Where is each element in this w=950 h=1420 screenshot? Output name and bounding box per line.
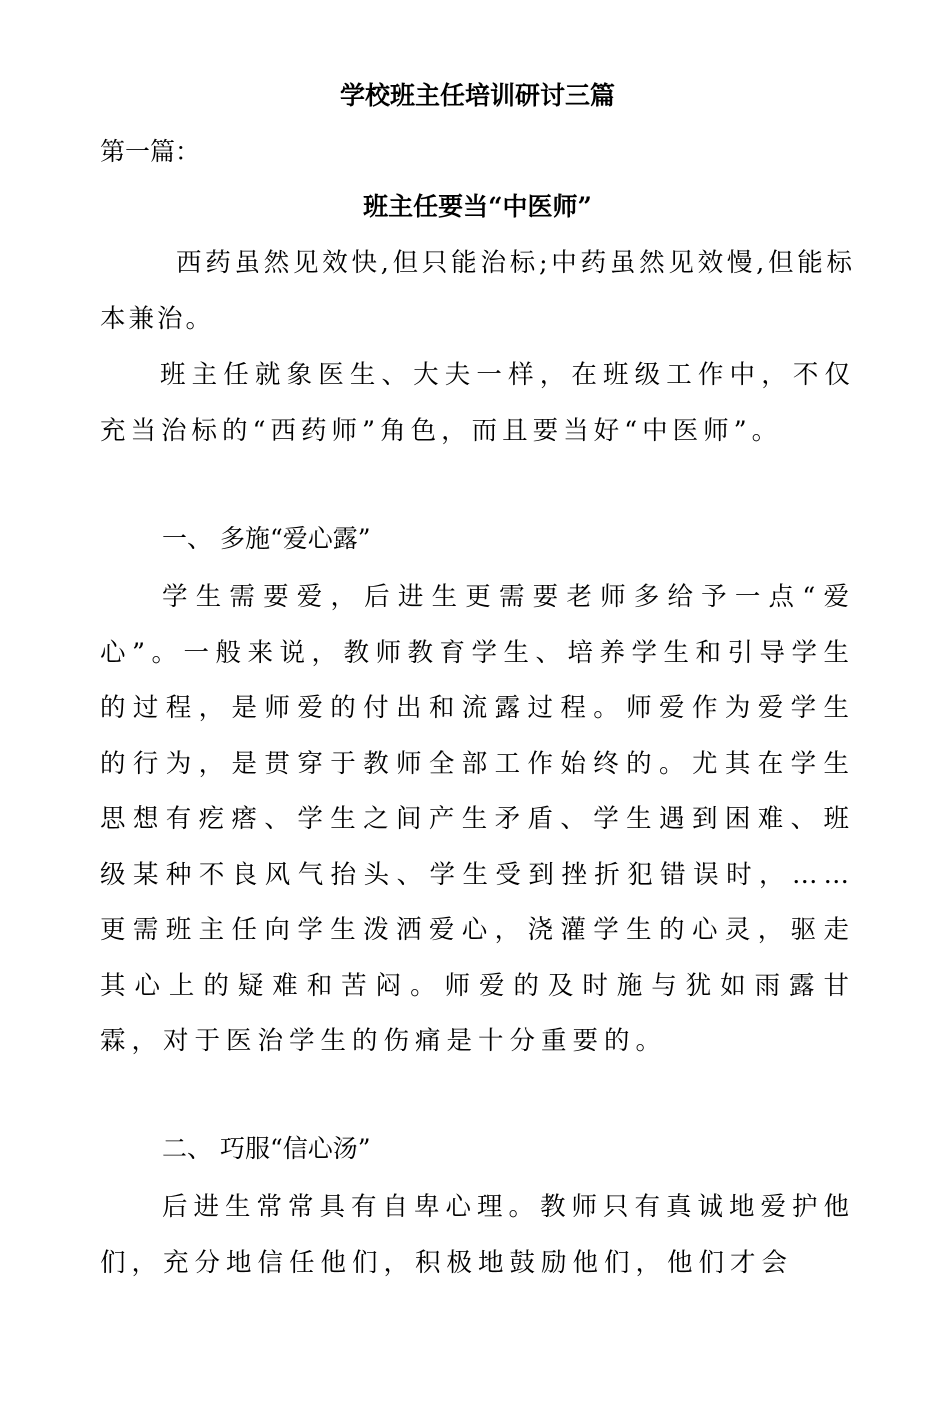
paragraph-intro: 西药虽然见效快,但只能治标;中药虽然见效慢,但能标本兼治。 (100, 248, 855, 334)
paragraph-trust: 后进生常常具有自卑心理。教师只有真诚地爱护他们，充分地信任他们，积极地鼓励他们，他们才会 (100, 1192, 856, 1278)
paragraph-doctor: 班主任就象医生、大夫一样，在班级工作中，不仅充当治标的“西药师”角色，而且要当好“中医师”。 (100, 360, 855, 446)
document-page (100, 0, 855, 1420)
section-title: 班主任要当“中医师” (363, 192, 592, 221)
document-title: 学校班主任培训研讨三篇 (339, 81, 615, 110)
heading-love-dew: 一、 多施“爱心露” (162, 524, 371, 553)
paragraph-love: 学生需要爱，后进生更需要老师多给予一点“爱心”。一般来说，教师教育学生、培养学生和引导学生的过程，是师爱的付出和流露过程。师爱作为爱学生的行为，是贯穿于教师全部工作始终的。尤其在学生思想有疙瘩、学生之间产生矛盾、学生遇到困难、班级某种不良风气抬头、学生受到挫折犯错误时，……更需班主任向学生泼洒爱心，浇灌学生的心灵，驱走其心上的疑难和苦闷。师爱的及时施与犹如雨露甘霖，对于医治学生的伤痛是十分重要的。 (100, 582, 855, 1056)
part-label: 第一篇： (100, 137, 201, 166)
heading-confidence-soup: 二、 巧服“信心汤” (162, 1134, 371, 1163)
